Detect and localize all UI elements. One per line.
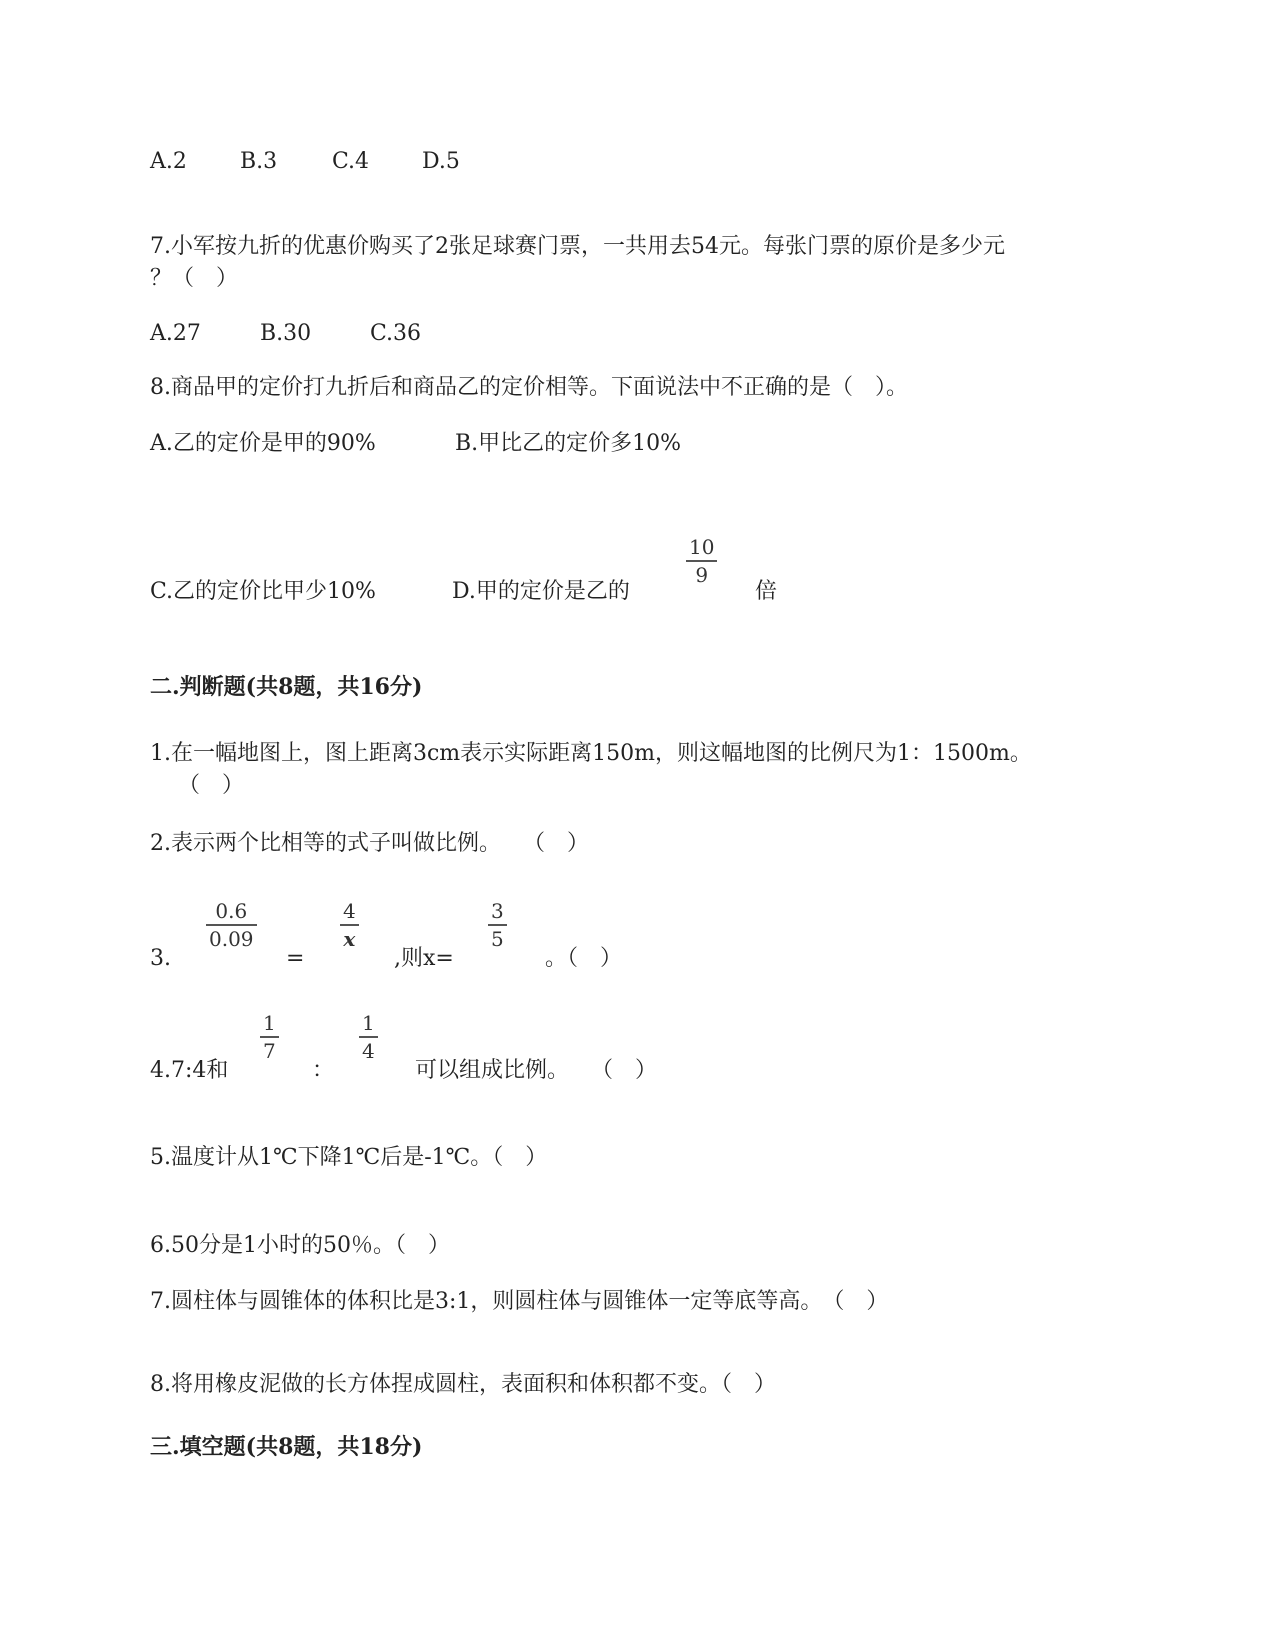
option-c: C.4 — [332, 149, 370, 174]
judge-question-1-cont: （ ） — [178, 773, 245, 798]
question-7-text: 7.小军按九折的优惠价购买了2张足球赛门票，一共用去54元。每张门票的原价是多少元 — [150, 234, 1005, 259]
option-a: A.2 — [150, 149, 187, 174]
judge-question-7: 7.圆柱体与圆锥体的体积比是3:1，则圆柱体与圆锥体一定等底等高。 （ ） — [150, 1289, 889, 1314]
option-d: D.甲的定价是乙的 — [452, 579, 630, 604]
question-suffix: 可以组成比例。 （ ） — [415, 1058, 658, 1083]
option-b: B.甲比乙的定价多10% — [455, 431, 682, 456]
fraction-numerator: 4 — [343, 899, 356, 923]
option-c: C.36 — [370, 321, 422, 346]
question-7-text-cont: ？（ ） — [150, 266, 239, 291]
judge-question-6: 6.50分是1小时的50％。（ ） — [150, 1233, 450, 1258]
fraction-numerator: 1 — [362, 1011, 375, 1035]
answer-bracket: 。（ ） — [545, 946, 623, 971]
fraction — [206, 900, 257, 950]
option-b: B.3 — [240, 149, 278, 174]
option-a: A.乙的定价是甲的90% — [150, 431, 376, 456]
fraction-numerator: 10 — [689, 535, 715, 559]
option-d: D.5 — [422, 149, 460, 174]
fraction-denominator: 7 — [263, 1038, 276, 1063]
judge-question-1: 1.在一幅地图上，图上距离3cm表示实际距离150m，则这幅地图的比例尺为1：1500m。 — [150, 741, 1032, 766]
fraction-denominator: x — [343, 926, 356, 951]
then-text: ,则x= — [394, 946, 454, 971]
option-c: C.乙的定价比甲少10% — [150, 579, 376, 604]
fraction-numerator: 1 — [263, 1011, 276, 1035]
fraction-numerator: 3 — [491, 899, 504, 923]
section-heading-fill: 三.填空题(共8题，共18分) — [150, 1434, 423, 1460]
fraction-numerator: 0.6 — [215, 899, 248, 923]
fraction — [340, 900, 359, 950]
question-number: 3. — [150, 946, 171, 971]
judge-question-5: 5.温度计从1℃下降1℃后是-1℃。（ ） — [150, 1145, 548, 1170]
fraction-denominator: 0.09 — [209, 926, 254, 951]
fraction — [359, 1012, 378, 1062]
fraction-denominator: 9 — [695, 562, 709, 587]
ratio-colon: ： — [312, 1058, 335, 1083]
question-8-text: 8.商品甲的定价打九折后和商品乙的定价相等。下面说法中不正确的是（ ）。 — [150, 375, 908, 400]
fraction — [686, 536, 717, 586]
judge-question-2: 2.表示两个比相等的式子叫做比例。 （ ） — [150, 831, 589, 856]
fraction — [488, 900, 507, 950]
fraction — [260, 1012, 279, 1062]
equals-sign: = — [286, 946, 305, 971]
fraction-denominator: 4 — [362, 1038, 375, 1063]
option-a: A.27 — [150, 321, 201, 346]
option-d-suffix: 倍 — [755, 579, 778, 604]
fraction-denominator: 5 — [491, 926, 504, 951]
section-heading-judge: 二.判断题(共8题，共16分) — [150, 674, 423, 700]
question-text: 4.7:4和 — [150, 1058, 229, 1083]
option-b: B.30 — [260, 321, 312, 346]
judge-question-8: 8.将用橡皮泥做的长方体捏成圆柱，表面积和体积都不变。（ ） — [150, 1372, 776, 1397]
